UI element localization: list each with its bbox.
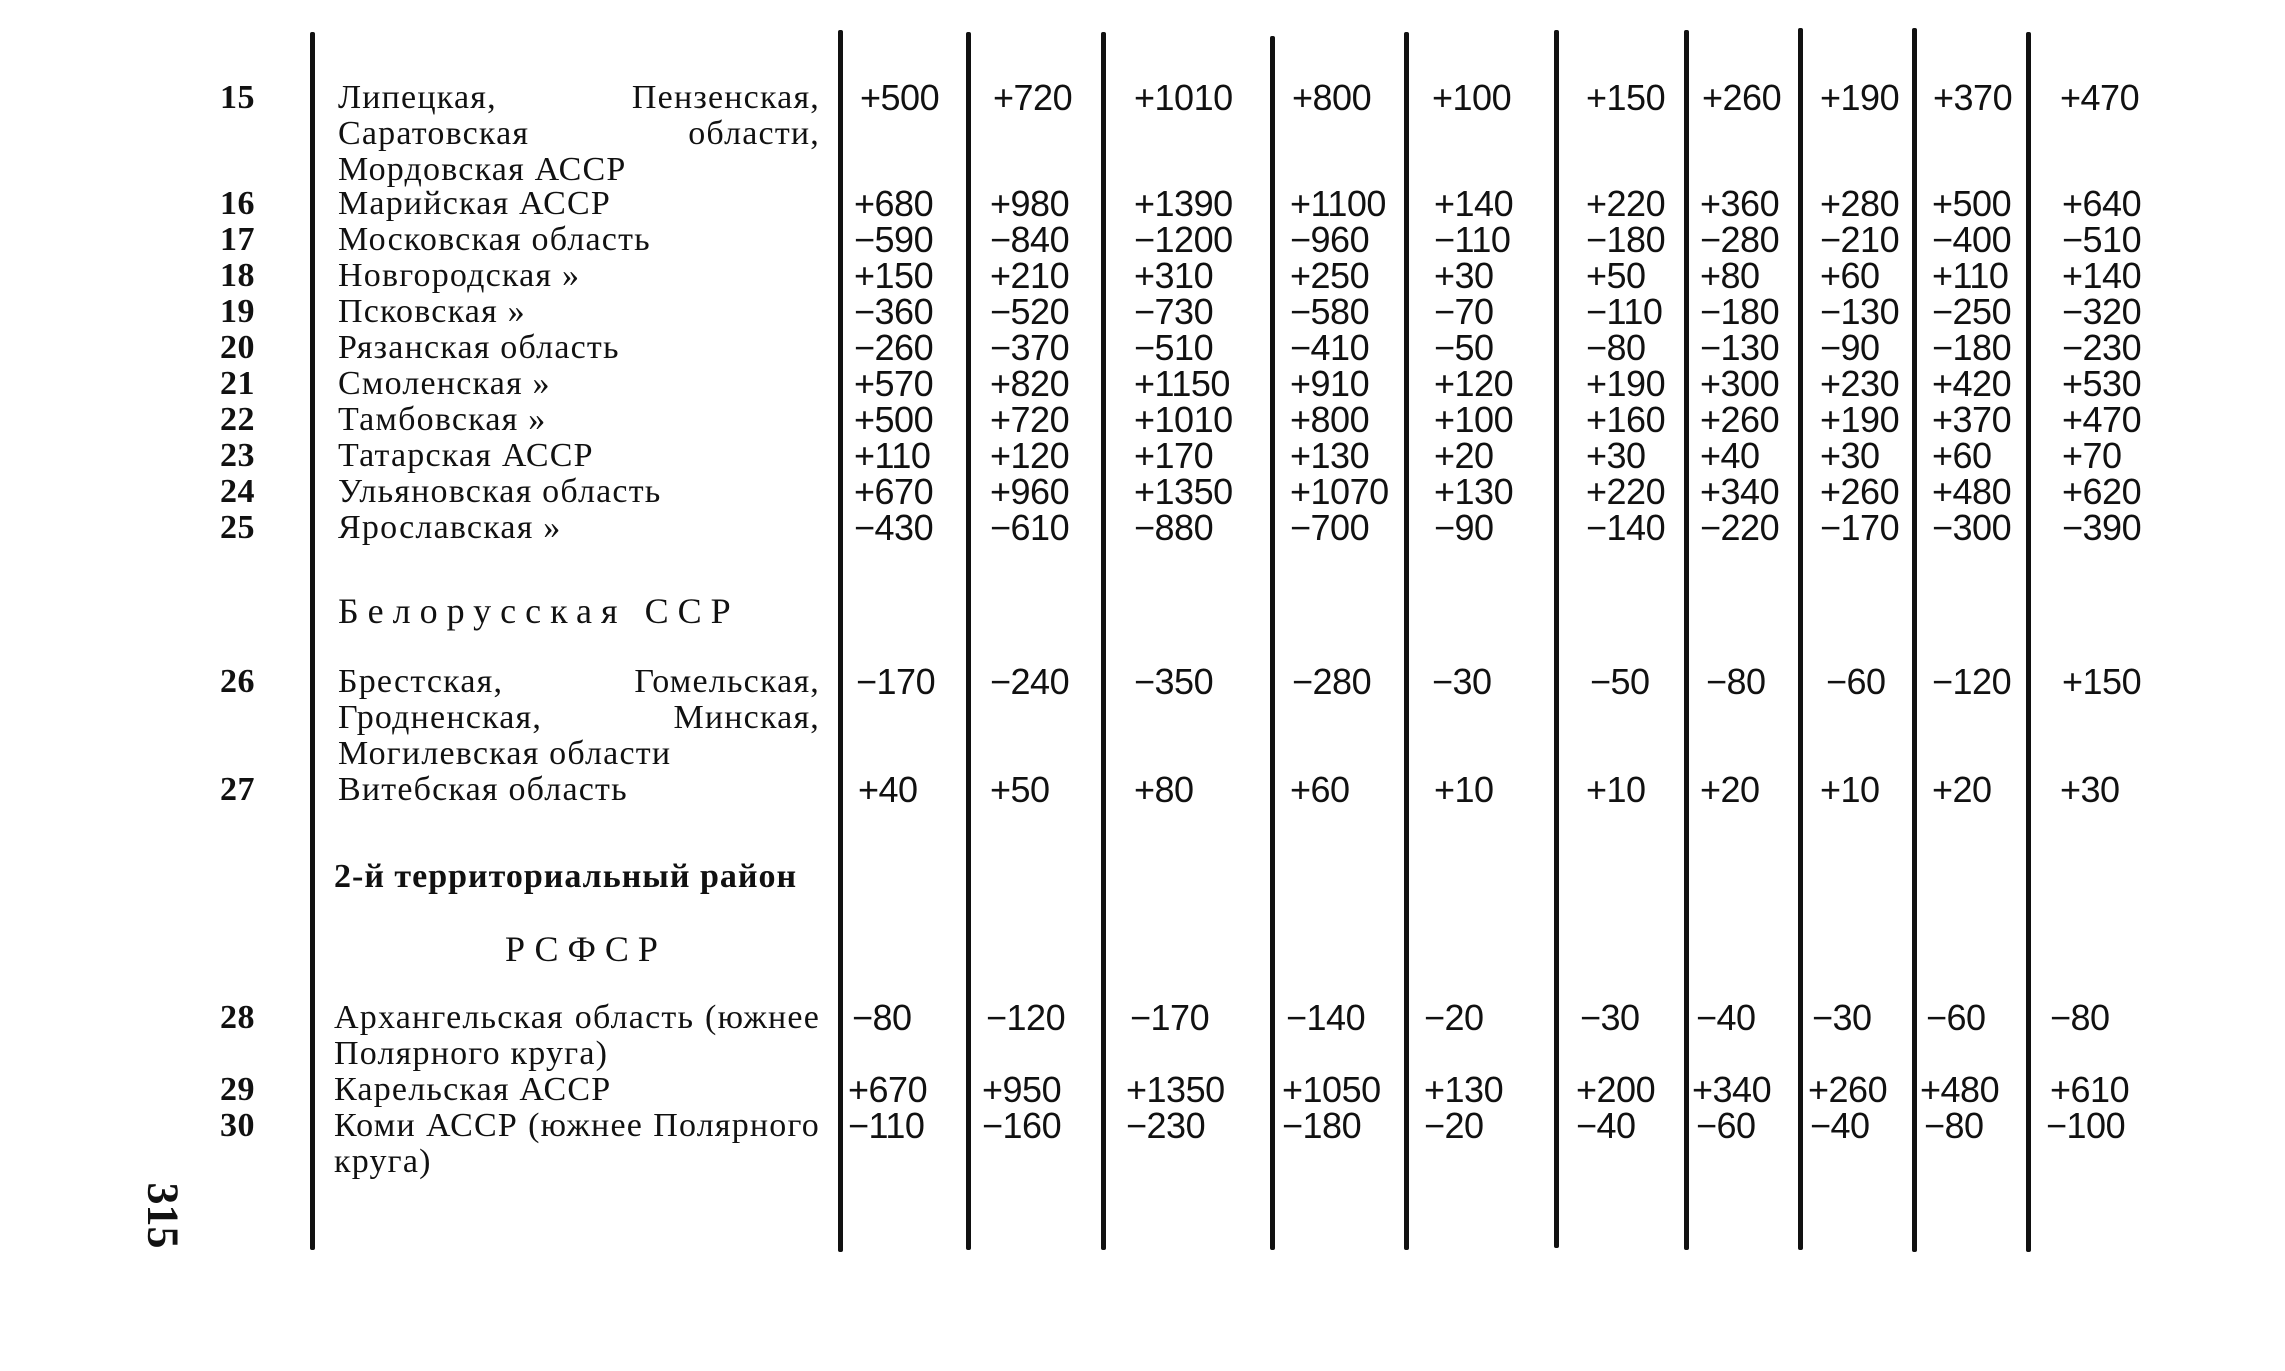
row-number: 15 [220,79,255,116]
row-number: 27 [220,771,255,808]
value-col-3: −880 [1134,507,1214,548]
value-col-8: +230 [1820,363,1900,404]
value-col-3: +80 [1134,769,1194,810]
value-col-2: +50 [990,769,1050,810]
value-col-5: +30 [1434,255,1494,296]
value-col-4: −280 [1292,661,1372,702]
value-col-2: −520 [990,291,1070,332]
value-col-1: −110 [848,1105,925,1146]
value-col-5: +130 [1434,471,1514,512]
value-col-1: +500 [860,77,940,118]
value-col-10: +610 [2050,1069,2130,1110]
value-col-4: −410 [1290,327,1370,368]
row-number: 19 [220,293,255,330]
value-col-4: −580 [1290,291,1370,332]
value-col-3: +1150 [1134,363,1230,404]
value-col-6: +160 [1586,399,1666,440]
value-col-6: +150 [1586,77,1666,118]
value-col-4: −140 [1286,997,1366,1038]
value-col-10: −80 [2050,997,2110,1038]
region-name: Марийская АССР [338,185,611,222]
value-col-1: +500 [854,399,934,440]
value-col-6: −180 [1586,219,1666,260]
table-row [0,661,2285,772]
value-col-9: −60 [1926,997,1986,1038]
value-col-6: +220 [1586,183,1666,224]
value-col-2: +120 [990,435,1070,476]
value-col-6: +30 [1586,435,1646,476]
value-col-1: −430 [854,507,934,548]
value-col-3: +310 [1134,255,1214,296]
value-col-3: +1350 [1134,471,1233,512]
value-col-5: −70 [1434,291,1494,332]
value-col-4: +800 [1292,77,1372,118]
value-col-8: −130 [1820,291,1900,332]
value-col-7: +360 [1700,183,1780,224]
value-col-2: −610 [990,507,1070,548]
value-col-4: −180 [1282,1105,1362,1146]
value-col-10: −390 [2062,507,2142,548]
value-col-7: +20 [1700,769,1760,810]
value-col-1: +570 [854,363,934,404]
value-col-3: −230 [1126,1105,1206,1146]
value-col-5: +130 [1424,1069,1504,1110]
value-col-10: −320 [2062,291,2142,332]
value-col-9: −120 [1932,661,2012,702]
value-col-2: +210 [990,255,1070,296]
value-col-8: −40 [1810,1105,1870,1146]
value-col-4: +130 [1290,435,1370,476]
page-number: 315 [138,1182,188,1249]
row-number: 28 [220,999,255,1036]
value-col-7: −220 [1700,507,1780,548]
value-col-6: −50 [1590,661,1650,702]
value-col-1: +670 [848,1069,928,1110]
value-col-1: +150 [854,255,934,296]
value-col-7: +300 [1700,363,1780,404]
value-col-1: +110 [854,435,931,476]
value-col-3: +170 [1134,435,1214,476]
value-col-9: +500 [1932,183,2012,224]
row-number: 21 [220,365,255,402]
table-row [0,769,2285,812]
value-col-4: +800 [1290,399,1370,440]
value-col-2: +950 [982,1069,1062,1110]
value-col-3: +1010 [1134,399,1233,440]
value-col-9: +420 [1932,363,2012,404]
section-heading-district2: 2-й территориальный район [334,858,798,895]
region-name: Московская область [338,221,651,258]
value-col-6: −110 [1586,291,1663,332]
value-col-7: −40 [1696,997,1756,1038]
value-col-2: +820 [990,363,1070,404]
row-number: 22 [220,401,255,438]
value-col-6: +200 [1576,1069,1656,1110]
value-col-10: +530 [2062,363,2142,404]
row-number: 16 [220,185,255,222]
value-col-7: −80 [1706,661,1766,702]
value-col-1: −260 [854,327,934,368]
region-name: Архангельская область (южнее Полярного круга) [334,999,820,1072]
value-col-6: −80 [1586,327,1646,368]
value-col-3: +1390 [1134,183,1233,224]
value-col-3: −350 [1134,661,1214,702]
value-col-4: +1050 [1282,1069,1381,1110]
row-number: 30 [220,1107,255,1144]
value-col-7: +260 [1700,399,1780,440]
value-col-2: −120 [986,997,1066,1038]
value-col-9: +20 [1932,769,1992,810]
value-col-9: −80 [1924,1105,1984,1146]
region-name: Новгородская » [338,257,581,294]
value-col-6: +190 [1586,363,1666,404]
value-col-8: +30 [1820,435,1880,476]
row-number: 20 [220,329,255,366]
value-col-8: −210 [1820,219,1900,260]
value-col-3: +1010 [1134,77,1233,118]
value-col-2: +720 [993,77,1073,118]
region-name: Ярославская » [338,509,562,546]
value-col-5: −110 [1434,219,1511,260]
value-col-7: −130 [1700,327,1780,368]
region-name: Смоленская » [338,365,551,402]
value-col-2: −840 [990,219,1070,260]
row-number: 29 [220,1071,255,1108]
value-col-7: −180 [1700,291,1780,332]
value-col-5: +100 [1432,77,1512,118]
value-col-10: +30 [2060,769,2120,810]
value-col-4: +1070 [1290,471,1389,512]
value-col-5: +140 [1434,183,1514,224]
value-col-9: −300 [1932,507,2012,548]
value-col-10: +620 [2062,471,2142,512]
value-col-5: −50 [1434,327,1494,368]
value-col-4: +250 [1290,255,1370,296]
region-name: Брестская, Гомельская, Гродненская, Минская, Могилевская области [338,663,820,772]
row-number: 18 [220,257,255,294]
region-name: Татарская АССР [338,437,594,474]
value-col-2: −240 [990,661,1070,702]
value-col-4: +910 [1290,363,1370,404]
value-col-9: +370 [1933,77,2013,118]
value-col-8: +190 [1820,77,1900,118]
region-name: Рязанская область [338,329,620,366]
value-col-6: −140 [1586,507,1666,548]
value-col-7: +80 [1700,255,1760,296]
row-number: 26 [220,663,255,700]
region-name: Коми АССР (южнее Полярного круга) [334,1107,820,1180]
section-heading-rsfsr: РСФСР [505,929,667,969]
value-col-1: +670 [854,471,934,512]
row-number: 25 [220,509,255,546]
value-col-9: −250 [1932,291,2012,332]
value-col-7: −60 [1696,1105,1756,1146]
value-col-2: −370 [990,327,1070,368]
value-col-4: −700 [1290,507,1370,548]
section-heading-belarus: Белорусская ССР [338,591,740,631]
value-col-7: +40 [1700,435,1760,476]
value-col-5: +100 [1434,399,1514,440]
row-number: 24 [220,473,255,510]
value-col-2: −160 [982,1105,1062,1146]
value-col-6: −40 [1576,1105,1636,1146]
value-col-9: +480 [1920,1069,2000,1110]
value-col-5: −30 [1432,661,1492,702]
value-col-1: −170 [856,661,936,702]
value-col-10: −100 [2046,1105,2126,1146]
value-col-3: −1200 [1134,219,1233,260]
value-col-6: +50 [1586,255,1646,296]
value-col-9: +110 [1932,255,2009,296]
value-col-8: +10 [1820,769,1880,810]
value-col-6: −30 [1580,997,1640,1038]
value-col-10: +640 [2062,183,2142,224]
value-col-9: +60 [1932,435,1992,476]
value-col-5: −20 [1424,997,1484,1038]
value-col-8: +190 [1820,399,1900,440]
value-col-6: +220 [1586,471,1666,512]
value-col-1: +680 [854,183,934,224]
value-col-5: +10 [1434,769,1494,810]
value-col-8: +260 [1820,471,1900,512]
value-col-10: +470 [2060,77,2140,118]
region-name: Карельская АССР [334,1071,612,1108]
value-col-8: +60 [1820,255,1880,296]
table-row [0,507,2285,550]
value-col-1: −80 [852,997,912,1038]
region-name: Ульяновская область [338,473,662,510]
value-col-8: +280 [1820,183,1900,224]
value-col-9: +480 [1932,471,2012,512]
table-row [0,77,2285,188]
value-col-4: −960 [1290,219,1370,260]
value-col-4: +1100 [1290,183,1386,224]
value-col-9: −400 [1932,219,2012,260]
value-col-8: −60 [1826,661,1886,702]
region-name: Тамбовская » [338,401,547,438]
value-col-10: +140 [2062,255,2142,296]
value-col-9: −180 [1932,327,2012,368]
value-col-7: +340 [1692,1069,1772,1110]
value-col-1: −590 [854,219,934,260]
value-col-9: +370 [1932,399,2012,440]
value-col-5: −20 [1424,1105,1484,1146]
value-col-2: +720 [990,399,1070,440]
region-name: Липецкая, Пензенская, Саратовская области, Мордовская АССР [338,79,820,188]
value-col-3: −730 [1134,291,1214,332]
value-col-10: +470 [2062,399,2142,440]
value-col-8: +260 [1808,1069,1888,1110]
value-col-10: +70 [2062,435,2122,476]
value-col-7: +340 [1700,471,1780,512]
value-col-8: −90 [1820,327,1880,368]
value-col-1: −360 [854,291,934,332]
value-col-1: +40 [858,769,918,810]
value-col-8: −170 [1820,507,1900,548]
table-row [0,1105,2285,1180]
value-col-3: +1350 [1126,1069,1225,1110]
value-col-2: +960 [990,471,1070,512]
value-col-7: −280 [1700,219,1780,260]
value-col-5: +120 [1434,363,1514,404]
value-col-10: −230 [2062,327,2142,368]
region-name: Псковская » [338,293,526,330]
value-col-6: +10 [1586,769,1646,810]
value-col-2: +980 [990,183,1070,224]
region-name: Витебская область [338,771,628,808]
table-row [0,997,2285,1072]
value-col-5: +20 [1434,435,1494,476]
value-col-10: −510 [2062,219,2142,260]
value-col-5: −90 [1434,507,1494,548]
row-number: 17 [220,221,255,258]
row-number: 23 [220,437,255,474]
value-col-3: −510 [1134,327,1214,368]
value-col-4: +60 [1290,769,1350,810]
value-col-10: +150 [2062,661,2142,702]
value-col-8: −30 [1812,997,1872,1038]
value-col-7: +260 [1702,77,1782,118]
value-col-3: −170 [1130,997,1210,1038]
